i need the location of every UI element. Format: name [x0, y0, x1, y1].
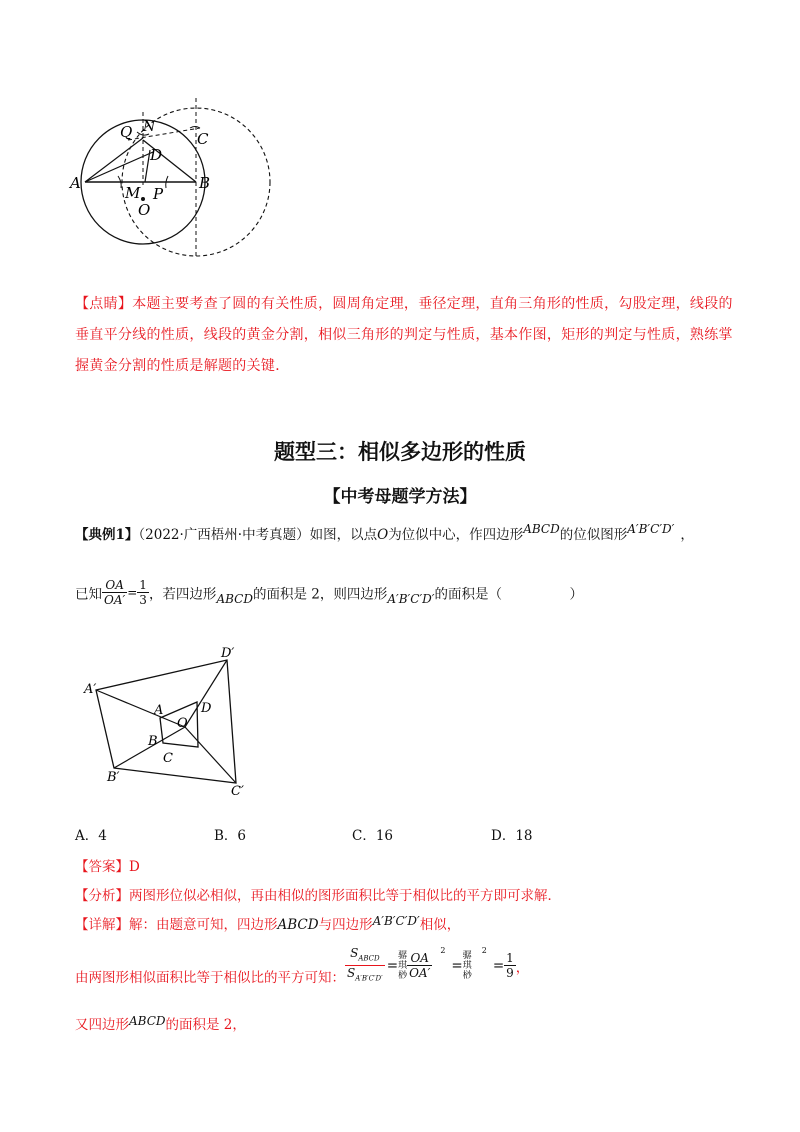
label-b-inner: B: [148, 734, 158, 749]
example-line-1: 【典例1】（2022·广西梧州·中考真题）如图，以点O为位似中心，作四边形ABCD的位似图形A′B′C′D′ ，: [75, 522, 694, 543]
label-n: N: [143, 119, 156, 135]
label-m: M: [125, 184, 141, 202]
label-a-prime: A′: [84, 682, 97, 697]
quadrilateral-figure: [80, 640, 260, 800]
detail-line-1: 【详解】解：由题意可知，四边形ABCD与四边形A′B′C′D′相似，: [75, 914, 461, 933]
comment-line-3: 握黄金分割的性质是解题的关键．: [75, 358, 290, 374]
label-o-center: O: [177, 716, 188, 731]
label-d-prime: D′: [221, 646, 235, 661]
label-o: O: [138, 201, 151, 219]
label-q: Q: [120, 123, 133, 141]
answer-value: D: [129, 859, 140, 875]
option-a[interactable]: A．4: [75, 828, 107, 844]
answer-tag: 【答案】: [75, 859, 129, 875]
label-b-prime: B′: [107, 770, 120, 785]
oa-ratio: $\frac{OA}{OA'}$: [409, 951, 431, 981]
section-subtitle: 【中考母题学方法】: [323, 487, 477, 507]
label-a-inner: A: [154, 703, 164, 718]
bracket-right: 骣 琪 桫: [462, 950, 472, 981]
label-p: P: [153, 185, 164, 203]
area-ratio-fraction: $\frac{S_{ABCD}}{S_{A'B'C'D'}}$: [347, 946, 383, 983]
ratio-fraction: $\frac{OA}{OA'}$: [104, 578, 126, 607]
analysis-line: 【分析】两图形位似必相似，再由相似的图形面积比等于相似比的平方即可求解．: [75, 888, 561, 904]
bracket-left: 骣 琪 桫: [398, 950, 408, 981]
result-fraction: $\frac{1}{9}$: [506, 951, 514, 981]
label-d-inner: D: [201, 701, 212, 716]
option-c[interactable]: C．16: [352, 828, 394, 844]
label-c: C: [197, 130, 209, 148]
label-c-inner: C: [163, 751, 173, 766]
section-title: 题型三：相似多边形的性质: [274, 440, 526, 464]
detail-tag: 【详解】: [75, 917, 129, 933]
one-third-fraction: $\frac{1}{3}$: [139, 578, 147, 607]
comment-tag: 【点睛】: [75, 296, 133, 312]
detail-line-3: 又四边形ABCD的面积是 2，: [75, 1014, 246, 1033]
circle-figure: [60, 95, 290, 275]
answer-line: [75, 855, 140, 875]
label-a: A: [70, 174, 81, 192]
example-line-2: 已知 $\frac{OA}{OA'}$ = $\frac{1}{3}$ ，若四边形ABCD的面积是 2，则四边形A′B′C′D′的面积是（ ）: [75, 578, 584, 607]
option-d[interactable]: D．18: [491, 828, 533, 844]
option-b[interactable]: B．6: [214, 828, 247, 844]
label-c-prime: C′: [231, 784, 244, 799]
analysis-tag: 【分析】: [75, 888, 129, 904]
detail-line-2: 由两图形相似面积比等于相似比的平方可知： $\frac{S_{ABCD}}{S_{A'B'C'D'}}$ = 骣 琪 桫 $\frac{OA}{OA'}$ $^2$= 骣 琪 桫 $^2$= $\frac{1}{9}$ ，: [75, 946, 530, 986]
label-d: D: [150, 146, 163, 164]
comment-paragraph: [75, 289, 735, 382]
comment-line-1: 【点睛】本题主要考查了圆的有关性质，圆周角定理，垂径定理，直角三角形的性质，勾股定理，线段的: [75, 296, 733, 312]
example-tag: 【典例1】: [75, 527, 139, 543]
comment-line-2: 垂直平分线的性质，线段的黄金分割，相似三角形的判定与性质，基本作图，矩形的判定与性质，熟练掌: [75, 327, 733, 343]
label-b: B: [199, 174, 211, 192]
